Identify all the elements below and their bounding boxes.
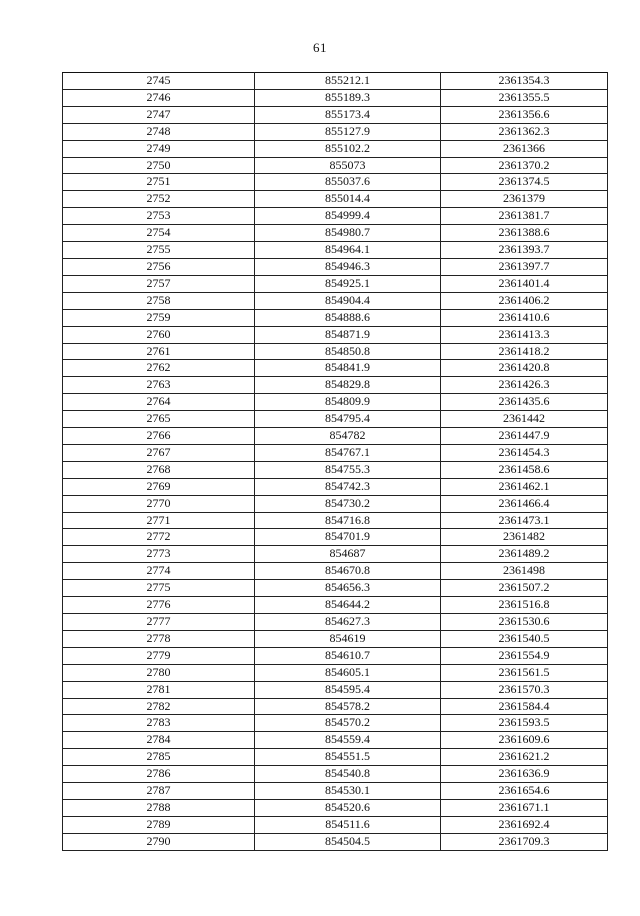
y-coordinate-cell: 2361413.3 (441, 326, 608, 343)
point-id-cell: 2771 (63, 512, 255, 529)
x-coordinate-cell: 854701.9 (255, 529, 441, 546)
x-coordinate-cell: 854687 (255, 546, 441, 563)
point-id-cell: 2773 (63, 546, 255, 563)
x-coordinate-cell: 854999.4 (255, 208, 441, 225)
y-coordinate-cell: 2361435.6 (441, 394, 608, 411)
point-id-cell: 2787 (63, 783, 255, 800)
table-row (63, 191, 608, 208)
point-id-cell: 2749 (63, 140, 255, 157)
point-id-cell: 2750 (63, 157, 255, 174)
y-coordinate-cell: 2361410.6 (441, 309, 608, 326)
y-coordinate-cell: 2361561.5 (441, 664, 608, 681)
table-row (63, 563, 608, 580)
x-coordinate-cell: 854644.2 (255, 597, 441, 614)
point-id-cell: 2764 (63, 394, 255, 411)
point-id-cell: 2755 (63, 242, 255, 259)
x-coordinate-cell: 854559.4 (255, 732, 441, 749)
point-id-cell: 2746 (63, 89, 255, 106)
point-id-cell: 2779 (63, 647, 255, 664)
point-id-cell: 2778 (63, 630, 255, 647)
point-id-cell: 2762 (63, 360, 255, 377)
table-row (63, 174, 608, 191)
x-coordinate-cell: 854627.3 (255, 614, 441, 631)
point-id-cell: 2754 (63, 225, 255, 242)
point-id-cell: 2745 (63, 73, 255, 90)
table-body (63, 73, 608, 851)
y-coordinate-cell: 2361458.6 (441, 461, 608, 478)
point-id-cell: 2767 (63, 444, 255, 461)
y-coordinate-cell: 2361374.5 (441, 174, 608, 191)
table-row (63, 343, 608, 360)
table-row (63, 123, 608, 140)
point-id-cell: 2752 (63, 191, 255, 208)
x-coordinate-cell: 854605.1 (255, 664, 441, 681)
x-coordinate-cell: 855212.1 (255, 73, 441, 90)
y-coordinate-cell: 2361388.6 (441, 225, 608, 242)
coordinates-table (62, 72, 608, 851)
x-coordinate-cell: 854964.1 (255, 242, 441, 259)
table-row (63, 275, 608, 292)
table-row (63, 140, 608, 157)
x-coordinate-cell: 855102.2 (255, 140, 441, 157)
table-row (63, 799, 608, 816)
y-coordinate-cell: 2361418.2 (441, 343, 608, 360)
table-row (63, 360, 608, 377)
point-id-cell: 2785 (63, 749, 255, 766)
point-id-cell: 2747 (63, 106, 255, 123)
point-id-cell: 2748 (63, 123, 255, 140)
point-id-cell: 2790 (63, 833, 255, 850)
table-row (63, 647, 608, 664)
table-row (63, 157, 608, 174)
x-coordinate-cell: 854551.5 (255, 749, 441, 766)
point-id-cell: 2765 (63, 411, 255, 428)
point-id-cell: 2760 (63, 326, 255, 343)
y-coordinate-cell: 2361692.4 (441, 816, 608, 833)
point-id-cell: 2776 (63, 597, 255, 614)
y-coordinate-cell: 2361584.4 (441, 698, 608, 715)
x-coordinate-cell: 854504.5 (255, 833, 441, 850)
point-id-cell: 2789 (63, 816, 255, 833)
table-row (63, 783, 608, 800)
table-row (63, 208, 608, 225)
x-coordinate-cell: 854888.6 (255, 309, 441, 326)
y-coordinate-cell: 2361482 (441, 529, 608, 546)
y-coordinate-cell: 2361473.1 (441, 512, 608, 529)
y-coordinate-cell: 2361554.9 (441, 647, 608, 664)
x-coordinate-cell: 854570.2 (255, 715, 441, 732)
y-coordinate-cell: 2361379 (441, 191, 608, 208)
x-coordinate-cell: 854767.1 (255, 444, 441, 461)
y-coordinate-cell: 2361397.7 (441, 258, 608, 275)
table-row (63, 715, 608, 732)
y-coordinate-cell: 2361609.6 (441, 732, 608, 749)
point-id-cell: 2757 (63, 275, 255, 292)
x-coordinate-cell: 854946.3 (255, 258, 441, 275)
table-row (63, 664, 608, 681)
point-id-cell: 2782 (63, 698, 255, 715)
table-row (63, 495, 608, 512)
x-coordinate-cell: 854511.6 (255, 816, 441, 833)
y-coordinate-cell: 2361366 (441, 140, 608, 157)
y-coordinate-cell: 2361654.6 (441, 783, 608, 800)
table-row (63, 428, 608, 445)
point-id-cell: 2783 (63, 715, 255, 732)
y-coordinate-cell: 2361498 (441, 563, 608, 580)
y-coordinate-cell: 2361621.2 (441, 749, 608, 766)
x-coordinate-cell: 854841.9 (255, 360, 441, 377)
point-id-cell: 2770 (63, 495, 255, 512)
y-coordinate-cell: 2361540.5 (441, 630, 608, 647)
table-row (63, 411, 608, 428)
y-coordinate-cell: 2361516.8 (441, 597, 608, 614)
y-coordinate-cell: 2361381.7 (441, 208, 608, 225)
x-coordinate-cell: 854670.8 (255, 563, 441, 580)
table-row (63, 242, 608, 259)
x-coordinate-cell: 855073 (255, 157, 441, 174)
x-coordinate-cell: 854610.7 (255, 647, 441, 664)
point-id-cell: 2759 (63, 309, 255, 326)
y-coordinate-cell: 2361370.2 (441, 157, 608, 174)
x-coordinate-cell: 854795.4 (255, 411, 441, 428)
y-coordinate-cell: 2361636.9 (441, 766, 608, 783)
table-row (63, 292, 608, 309)
table-row (63, 461, 608, 478)
point-id-cell: 2780 (63, 664, 255, 681)
table-row (63, 614, 608, 631)
point-id-cell: 2775 (63, 580, 255, 597)
y-coordinate-cell: 2361426.3 (441, 377, 608, 394)
table-row (63, 529, 608, 546)
table-row (63, 833, 608, 850)
y-coordinate-cell: 2361709.3 (441, 833, 608, 850)
x-coordinate-cell: 854530.1 (255, 783, 441, 800)
table-row (63, 73, 608, 90)
y-coordinate-cell: 2361354.3 (441, 73, 608, 90)
point-id-cell: 2756 (63, 258, 255, 275)
y-coordinate-cell: 2361401.4 (441, 275, 608, 292)
y-coordinate-cell: 2361530.6 (441, 614, 608, 631)
table-row (63, 377, 608, 394)
x-coordinate-cell: 855014.4 (255, 191, 441, 208)
point-id-cell: 2766 (63, 428, 255, 445)
x-coordinate-cell: 854619 (255, 630, 441, 647)
point-id-cell: 2788 (63, 799, 255, 816)
table-row (63, 258, 608, 275)
x-coordinate-cell: 854540.8 (255, 766, 441, 783)
table-row (63, 816, 608, 833)
x-coordinate-cell: 854829.8 (255, 377, 441, 394)
point-id-cell: 2758 (63, 292, 255, 309)
x-coordinate-cell: 854755.3 (255, 461, 441, 478)
x-coordinate-cell: 854850.8 (255, 343, 441, 360)
page-number: 61 (313, 40, 327, 55)
table-row (63, 749, 608, 766)
table-row (63, 766, 608, 783)
table-row (63, 394, 608, 411)
point-id-cell: 2772 (63, 529, 255, 546)
x-coordinate-cell: 854716.8 (255, 512, 441, 529)
table-row (63, 106, 608, 123)
table-row (63, 732, 608, 749)
x-coordinate-cell: 855037.6 (255, 174, 441, 191)
point-id-cell: 2753 (63, 208, 255, 225)
y-coordinate-cell: 2361466.4 (441, 495, 608, 512)
x-coordinate-cell: 854809.9 (255, 394, 441, 411)
y-coordinate-cell: 2361356.6 (441, 106, 608, 123)
y-coordinate-cell: 2361454.3 (441, 444, 608, 461)
x-coordinate-cell: 854980.7 (255, 225, 441, 242)
y-coordinate-cell: 2361442 (441, 411, 608, 428)
x-coordinate-cell: 854595.4 (255, 681, 441, 698)
table-row (63, 326, 608, 343)
table-row (63, 225, 608, 242)
point-id-cell: 2774 (63, 563, 255, 580)
table-row (63, 681, 608, 698)
table-row (63, 597, 608, 614)
x-coordinate-cell: 854578.2 (255, 698, 441, 715)
y-coordinate-cell: 2361406.2 (441, 292, 608, 309)
table-row (63, 309, 608, 326)
y-coordinate-cell: 2361462.1 (441, 478, 608, 495)
x-coordinate-cell: 854904.4 (255, 292, 441, 309)
point-id-cell: 2763 (63, 377, 255, 394)
table-row (63, 580, 608, 597)
table-row (63, 630, 608, 647)
x-coordinate-cell: 854730.2 (255, 495, 441, 512)
table-row (63, 698, 608, 715)
x-coordinate-cell: 854782 (255, 428, 441, 445)
point-id-cell: 2751 (63, 174, 255, 191)
point-id-cell: 2786 (63, 766, 255, 783)
point-id-cell: 2761 (63, 343, 255, 360)
y-coordinate-cell: 2361570.3 (441, 681, 608, 698)
point-id-cell: 2781 (63, 681, 255, 698)
y-coordinate-cell: 2361489.2 (441, 546, 608, 563)
y-coordinate-cell: 2361507.2 (441, 580, 608, 597)
point-id-cell: 2784 (63, 732, 255, 749)
coordinates-table-container (62, 72, 607, 851)
point-id-cell: 2769 (63, 478, 255, 495)
y-coordinate-cell: 2361447.9 (441, 428, 608, 445)
table-row (63, 512, 608, 529)
table-row (63, 478, 608, 495)
x-coordinate-cell: 855189.3 (255, 89, 441, 106)
x-coordinate-cell: 855127.9 (255, 123, 441, 140)
y-coordinate-cell: 2361362.3 (441, 123, 608, 140)
point-id-cell: 2777 (63, 614, 255, 631)
y-coordinate-cell: 2361420.8 (441, 360, 608, 377)
y-coordinate-cell: 2361355.5 (441, 89, 608, 106)
point-id-cell: 2768 (63, 461, 255, 478)
y-coordinate-cell: 2361671.1 (441, 799, 608, 816)
x-coordinate-cell: 854925.1 (255, 275, 441, 292)
x-coordinate-cell: 854871.9 (255, 326, 441, 343)
table-row (63, 546, 608, 563)
x-coordinate-cell: 854656.3 (255, 580, 441, 597)
y-coordinate-cell: 2361593.5 (441, 715, 608, 732)
table-row (63, 89, 608, 106)
x-coordinate-cell: 854742.3 (255, 478, 441, 495)
x-coordinate-cell: 855173.4 (255, 106, 441, 123)
y-coordinate-cell: 2361393.7 (441, 242, 608, 259)
x-coordinate-cell: 854520.6 (255, 799, 441, 816)
table-row (63, 444, 608, 461)
